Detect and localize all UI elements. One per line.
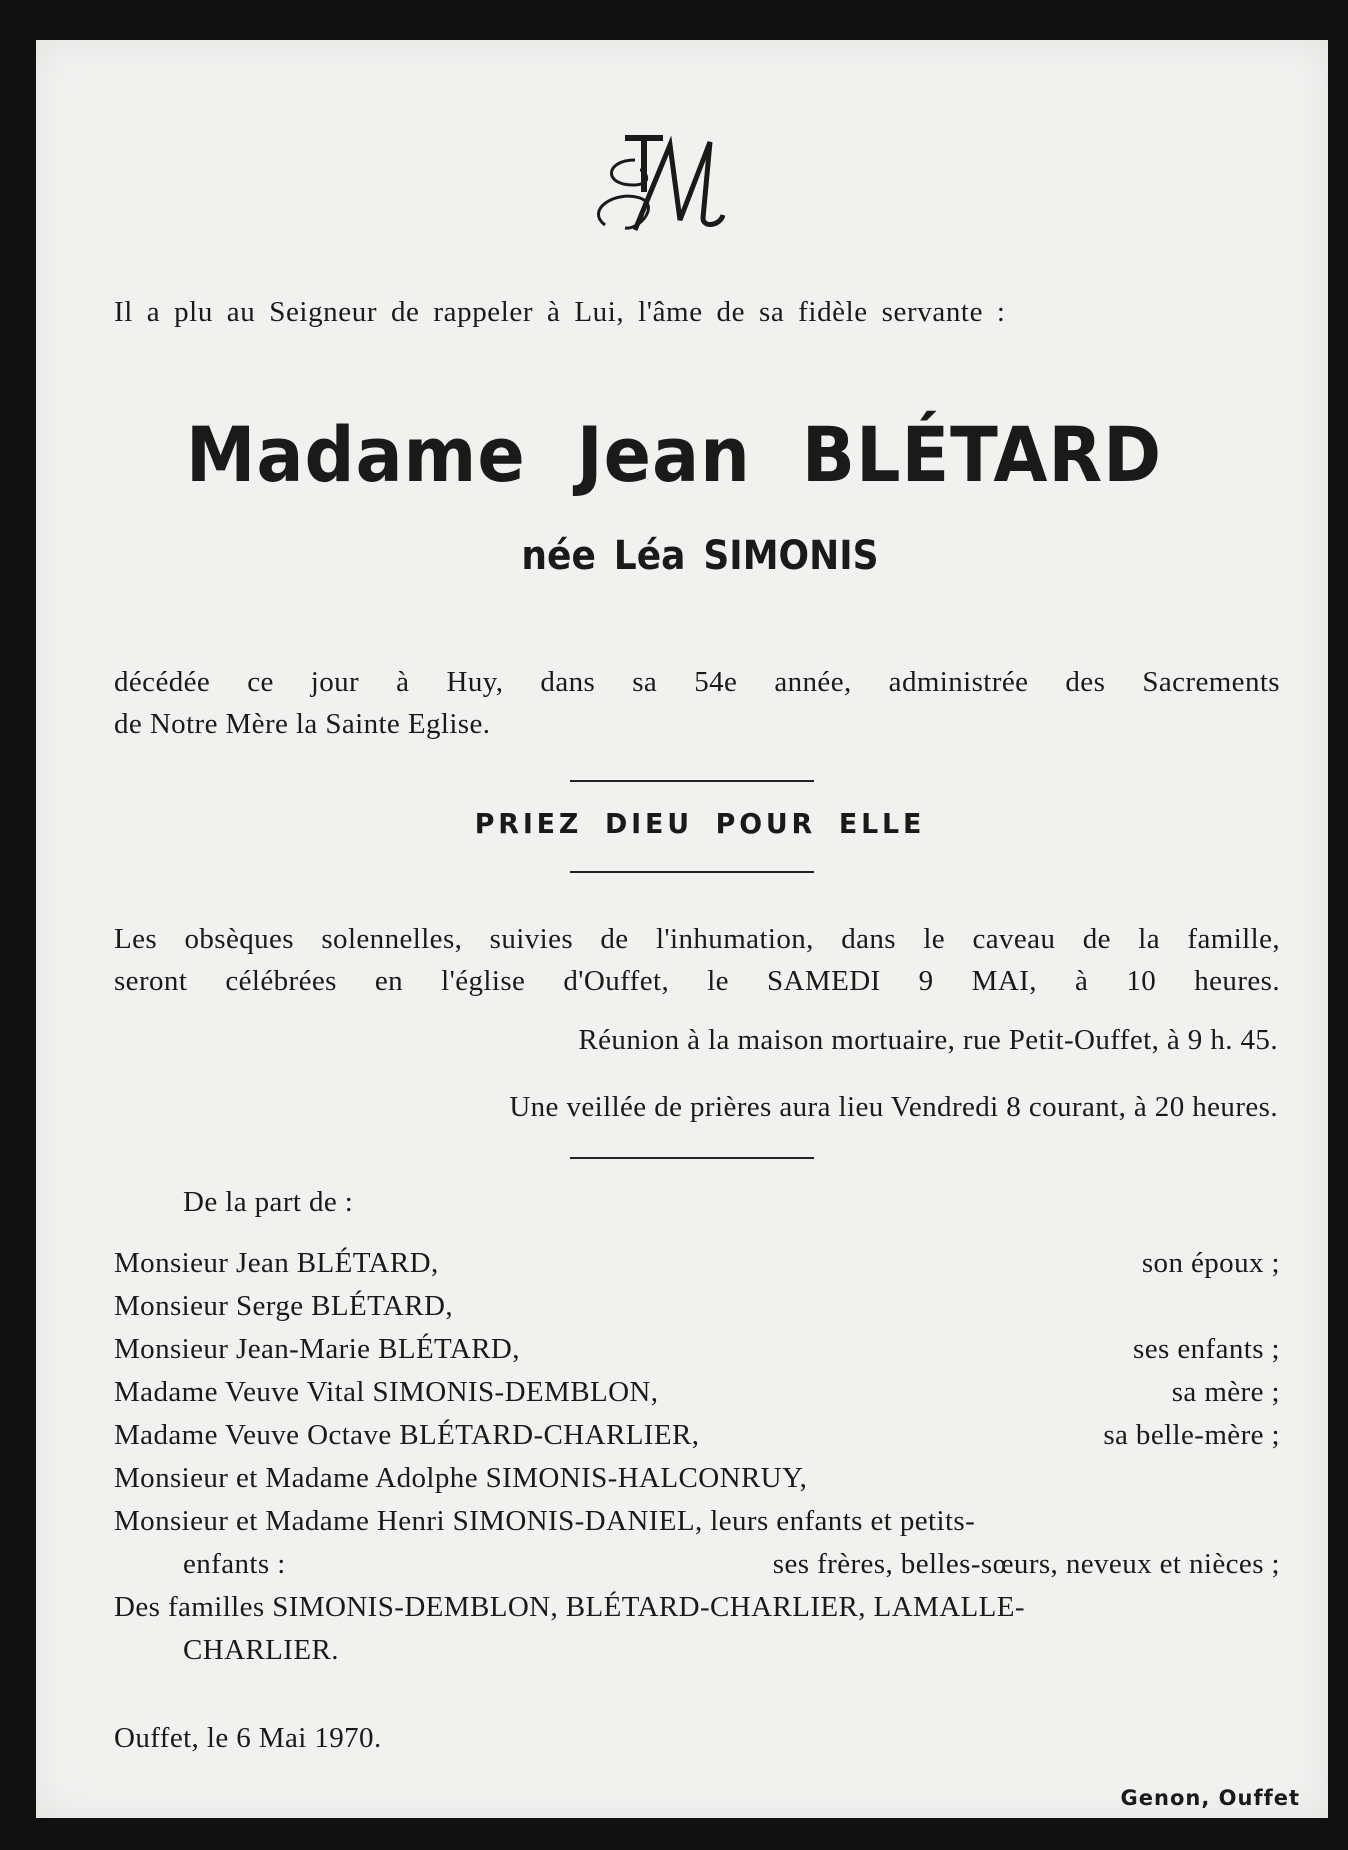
place-date: Ouffet, le 6 Mai 1970.: [114, 1722, 382, 1754]
maiden-name: née Léa SIMONIS: [521, 533, 879, 579]
death-notice-line-2: de Notre Mère la Sainte Eglise.: [114, 708, 491, 740]
vigil-text: Une veillée de prières aura lieu Vendredi 8 courant, à 20 heures.: [509, 1091, 1278, 1123]
prayer-heading: PRIEZ DIEU POUR ELLE: [474, 807, 926, 840]
divider: [570, 1157, 814, 1159]
family-row: Monsieur Jean BLÉTARD, son époux ;: [114, 1247, 1280, 1279]
family-row: Monsieur et Madame Henri SIMONIS-DANIEL, leurs enfants et petits-: [114, 1505, 976, 1537]
family-row: Des familles SIMONIS-DEMBLON, BLÉTARD-CHARLIER, LAMALLE-: [114, 1591, 1025, 1623]
intro-text: Il a plu au Seigneur de rappeler à Lui, l'âme de sa fidèle servante :: [114, 296, 1006, 328]
family-row: Monsieur Serge BLÉTARD,: [114, 1290, 454, 1322]
reunion-text: Réunion à la maison mortuaire, rue Petit-Ouffet, à 9 h. 45.: [578, 1024, 1278, 1056]
printer-credit: Genon, Ouffet: [1120, 1786, 1300, 1810]
divider: [570, 780, 814, 782]
divider: [570, 871, 814, 873]
from-label: De la part de :: [183, 1186, 354, 1218]
family-row: Madame Veuve Octave BLÉTARD-CHARLIER, sa belle-mère ;: [114, 1419, 1280, 1451]
funeral-line-1: Les obsèques solennelles, suivies de l'inhumation, dans le caveau de la famille,: [114, 923, 1280, 955]
cross-monogram-icon: [585, 130, 725, 240]
family-row: Monsieur et Madame Adolphe SIMONIS-HALCONRUY,: [114, 1462, 808, 1494]
funeral-line-2: seront célébrées en l'église d'Ouffet, le SAMEDI 9 MAI, à 10 heures.: [114, 965, 1280, 997]
deceased-name: Madame Jean BLÉTARD: [185, 410, 1163, 499]
family-row: Monsieur Jean-Marie BLÉTARD, ses enfants ;: [114, 1333, 1280, 1365]
family-row: Madame Veuve Vital SIMONIS-DEMBLON, sa mère ;: [114, 1376, 1280, 1408]
family-row: enfants : ses frères, belles-sœurs, neveux et nièces ;: [183, 1548, 1280, 1580]
family-row: CHARLIER.: [183, 1634, 339, 1666]
death-notice-line-1: décédée ce jour à Huy, dans sa 54e année, administrée des Sacrements: [114, 666, 1280, 698]
